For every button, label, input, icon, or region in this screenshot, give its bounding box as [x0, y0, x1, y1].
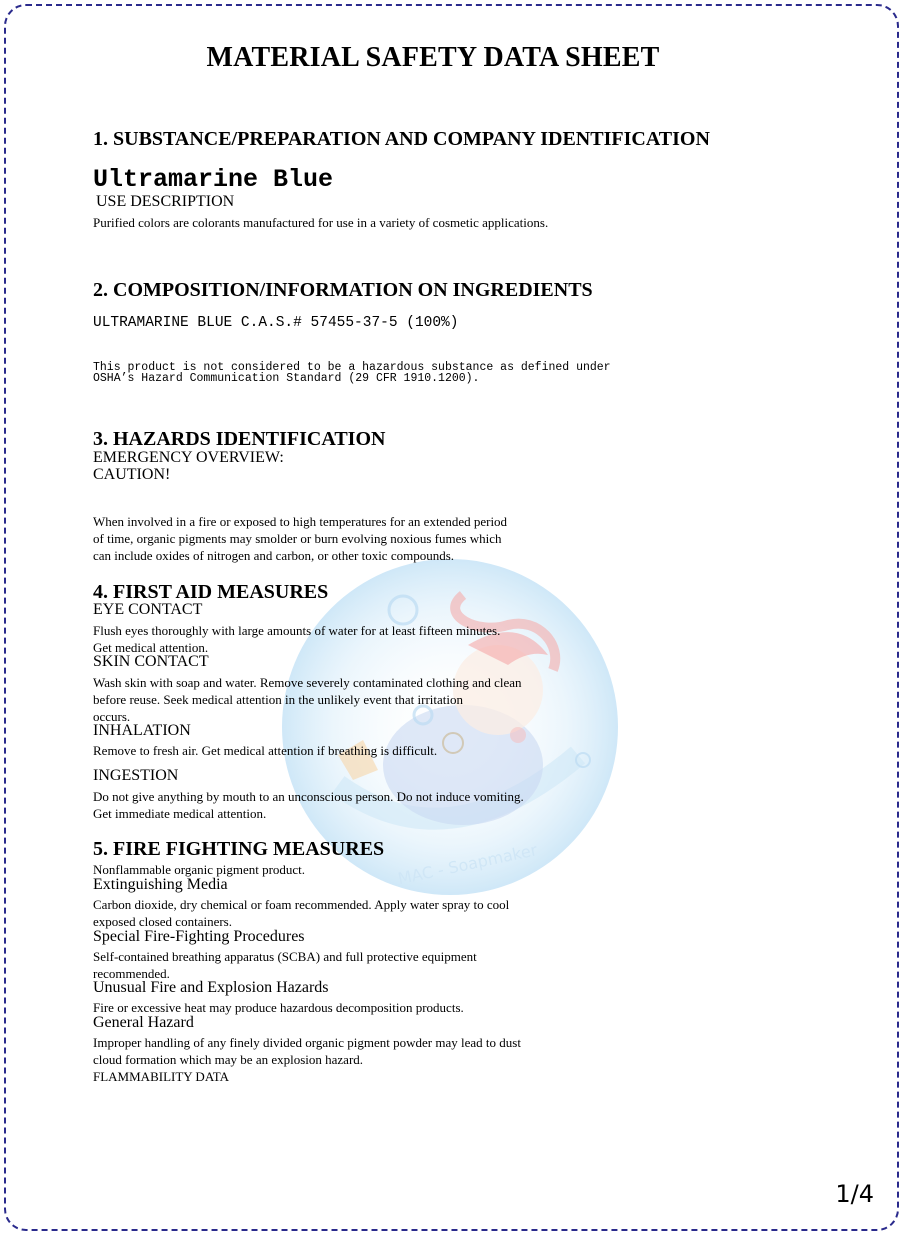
eye-contact-label: EYE CONTACT [93, 601, 203, 618]
use-description-label: USE DESCRIPTION [96, 193, 235, 210]
product-name: Ultramarine Blue [93, 165, 334, 194]
skin-contact-text: Wash skin with soap and water. Remove severely contaminated clothing and clean before reuse. Seek medical attention in the unlikely event that irritation occurs. [93, 675, 522, 724]
section-2-heading: 2. COMPOSITION/INFORMATION ON INGREDIENTS [93, 279, 593, 301]
nonflammable-text: Nonflammable organic pigment product. [93, 862, 306, 877]
extinguishing-media-label: Extinguishing Media [93, 876, 228, 893]
section-1-heading: 1. SUBSTANCE/PREPARATION AND COMPANY IDENTIFICATION [93, 128, 710, 150]
flammability-data-label: FLAMMABILITY DATA [93, 1069, 230, 1084]
eye-contact-text: Flush eyes thoroughly with large amounts of water for at least fifteen minutes. Get medical attention. [93, 623, 501, 655]
general-hazard-label: General Hazard [93, 1014, 194, 1031]
hazard-note: This product is not considered to be a hazardous substance as defined under OSHA’s Hazard Communication Standard (29 CFR 1910.1200). [93, 361, 611, 385]
hazards-text: When involved in a fire or exposed to high temperatures for an extended period of time, organic pigments may smolder or burn evolving noxious fumes which can include oxides of nitrogen and carbon, or other toxic compounds. [93, 514, 508, 563]
general-hazard-text: Improper handling of any finely divided organic pigment powder may lead to dust cloud formation which may be an explosion hazard. [93, 1035, 521, 1067]
caution-label: CAUTION! [93, 466, 171, 483]
ingestion-text: Do not give anything by mouth to an unconscious person. Do not induce vomiting. Get immediate medical attention. [93, 789, 524, 821]
section-4-heading: 4. FIRST AID MEASURES [93, 581, 329, 603]
cas-number: ULTRAMARINE BLUE C.A.S.# 57455-37-5 (100%) [93, 315, 459, 331]
skin-contact-label: SKIN CONTACT [93, 653, 209, 670]
special-procedures-text: Self-contained breathing apparatus (SCBA) and full protective equipment recommended. [93, 949, 477, 981]
section-5-heading: 5. FIRE FIGHTING MEASURES [93, 838, 385, 860]
inhalation-text: Remove to fresh air. Get medical attention if breathing is difficult. [93, 743, 438, 758]
extinguishing-media-text: Carbon dioxide, dry chemical or foam recommended. Apply water spray to cool exposed closed containers. [93, 897, 510, 929]
section-3-heading: 3. HAZARDS IDENTIFICATION [93, 428, 386, 450]
use-description-text: Purified colors are colorants manufactured for use in a variety of cosmetic applications. [93, 215, 549, 230]
special-procedures-label: Special Fire-Fighting Procedures [93, 928, 305, 945]
unusual-hazards-label: Unusual Fire and Explosion Hazards [93, 979, 329, 996]
ingestion-label: INGESTION [93, 767, 179, 784]
emergency-overview-label: EMERGENCY OVERVIEW: [93, 449, 284, 466]
document-title: MATERIAL SAFETY DATA SHEET [206, 42, 660, 73]
unusual-hazards-text: Fire or excessive heat may produce hazardous decomposition products. [93, 1000, 464, 1015]
watermark-text: MAC - Soapmaker [396, 840, 539, 889]
page-number: 1/4 [835, 1180, 874, 1208]
inhalation-label: INHALATION [93, 722, 191, 739]
